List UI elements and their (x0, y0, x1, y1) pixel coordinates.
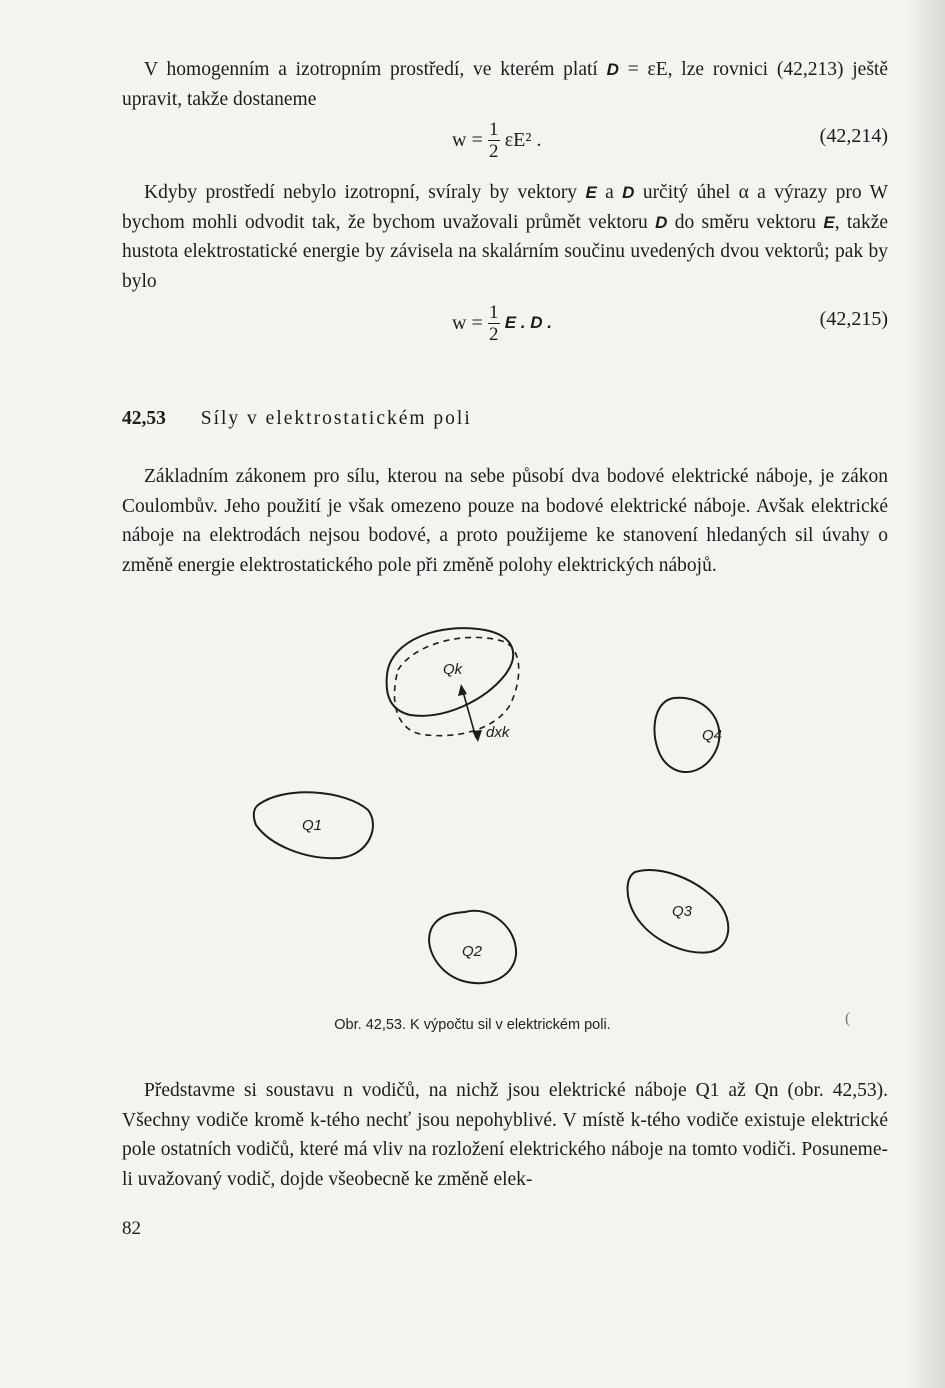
displacement-arrow (462, 688, 476, 738)
arrow-head-icon (472, 730, 482, 742)
equation-42-215 (122, 293, 888, 353)
eq1-fraction: $\frac{1}{2}$ (488, 118, 499, 162)
paragraph-conductors: Představme si soustavu n vodičů, na nichž jsou elektrické náboje Q1 až Qn (obr. 42,53). Všechny vodiče kromě k-tého nechť jsou nepohyblivé. V místě k-tého vodiče existuje elektrické pole ostatních vodičů, které má vliv na rozložení elektrického náboje na tomto vodiči. Posuneme-li uvažovaný vodič, dojde všeobecně ke změně elek- (122, 1080, 888, 1190)
eq2-label: (42,215) (819, 308, 888, 330)
paragraph-homogeneous: V homogenním a izotropním prostředí, ve kterém platí D = εE, lze rovnici (42,213) ještě upravit, takže dostaneme (122, 59, 888, 110)
figure-conductors (240, 610, 780, 1000)
section-heading (122, 408, 472, 430)
figure-caption: Obr. 42,53. K výpočtu sil v elektrickém poli. (334, 1017, 611, 1033)
eq2-rhs: E . D . (504, 313, 552, 332)
label-q1: Q1 (302, 817, 323, 834)
eq1-label: (42,214) (819, 125, 888, 147)
label-dxk: dxk (486, 724, 510, 741)
section-number: 42,53 (122, 408, 166, 429)
label-q2: Q2 (462, 943, 483, 960)
conductor-qk-displaced-outline (394, 637, 518, 735)
paragraph-coulomb: Základním zákonem pro sílu, kterou na sebe působí dva bodové elektrické náboje, je zákon Coulombův. Jeho použití je však omezeno pouze na bodové elektrické náboje. Avšak elektrické náboje na elektrodách nejsou bodové, a proto použijeme ke stanovení hledaných sil úvahy o změně energie elektrostatického pole při změně polohy elektrických nábojů. (122, 466, 888, 576)
page-number: 82 (122, 1218, 141, 1239)
paragraph-anisotropic: Kdyby prostředí nebylo izotropní, svíraly by vektory E a D určitý úhel α a výrazy pro W bychom mohli odvodit tak, že bychom uvažovali průmět vektoru D do směru vektoru E, takže hustota elektrostatické energie by závisela na skalárním součinu uvedených dvou vektorů; pak by bylo (122, 182, 889, 292)
arrow-head-icon (458, 684, 467, 696)
label-q4: Q4 (702, 727, 723, 744)
label-qk: Qk (443, 661, 463, 678)
eq2-lhs: w = (452, 311, 483, 334)
eq1-rhs: εE² . (504, 128, 542, 151)
label-q3: Q3 (672, 903, 693, 920)
equation-42-214 (122, 110, 888, 170)
section-title: Síly v elektrostatickém poli (200, 408, 472, 429)
eq1-lhs: w = (452, 128, 483, 151)
stray-mark: ( (845, 1010, 851, 1027)
eq2-fraction: $\frac{1}{2}$ (488, 301, 499, 345)
page-edge-shadow (905, 0, 945, 1388)
